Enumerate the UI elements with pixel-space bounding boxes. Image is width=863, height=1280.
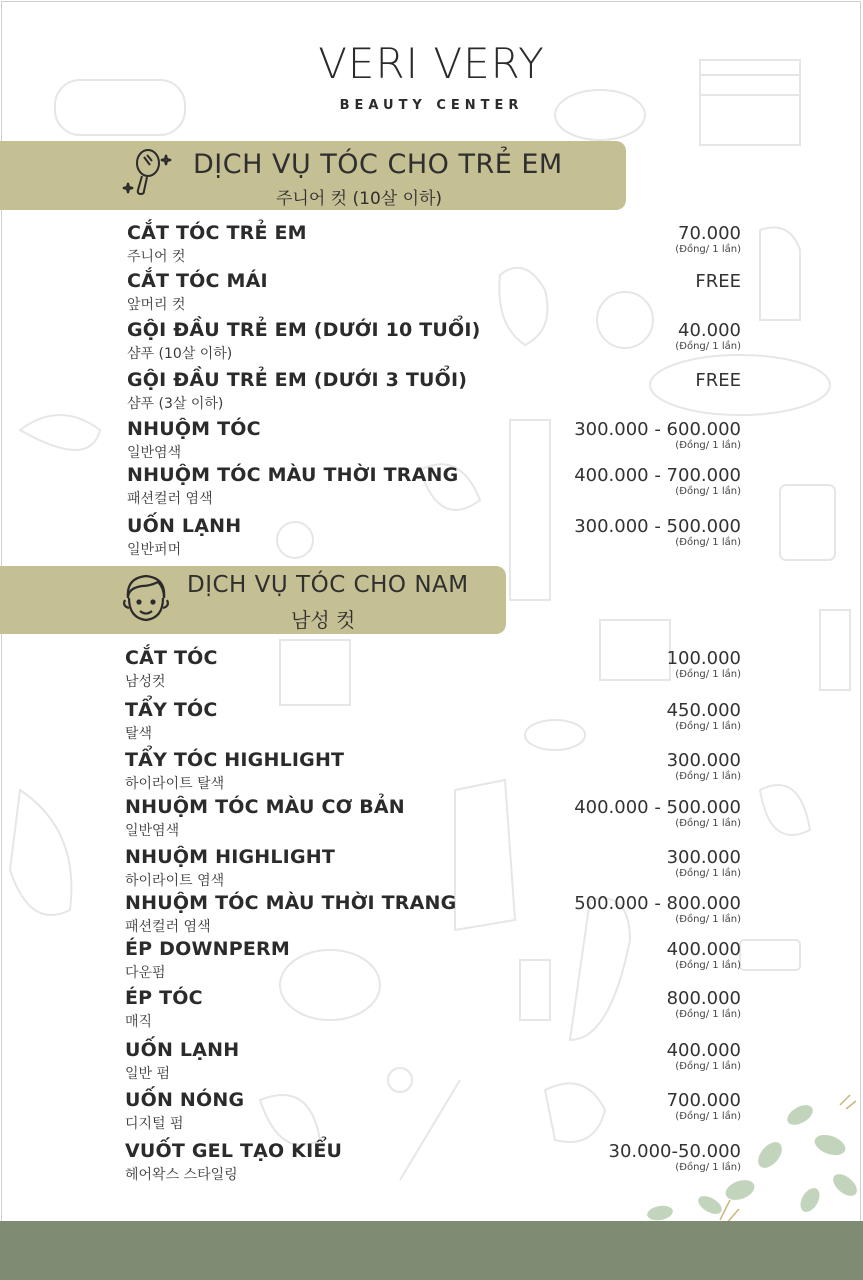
- service-korean-name: 일반퍼머: [127, 542, 182, 558]
- price-unit: (Đồng/ 1 lần): [675, 1061, 741, 1072]
- service-korean-name: 다운펌: [125, 965, 166, 981]
- service-name: VUỐT GEL TẠO KIỂU: [125, 1140, 343, 1162]
- price-unit: (Đồng/ 1 lần): [675, 341, 741, 352]
- price-unit: (Đồng/ 1 lần): [675, 486, 741, 497]
- service-korean-name: 샴푸 (10살 이하): [127, 346, 233, 362]
- service-korean-name: 주니어 컷: [127, 249, 186, 265]
- service-name: TẨY TÓC: [125, 699, 218, 721]
- price-unit: (Đồng/ 1 lần): [675, 868, 741, 879]
- service-price: FREE: [695, 271, 741, 292]
- price-unit: (Đồng/ 1 lần): [675, 771, 741, 782]
- service-name: NHUỘM TÓC: [127, 418, 261, 440]
- service-name: GỘI ĐẦU TRẺ EM (DƯỚI 10 TUỔI): [127, 319, 481, 341]
- service-name: GỘI ĐẦU TRẺ EM (DƯỚI 3 TUỔI): [127, 369, 468, 391]
- service-name: UỐN LẠNH: [125, 1039, 240, 1061]
- price-unit: (Đồng/ 1 lần): [675, 914, 741, 925]
- service-name: UỐN NÓNG: [125, 1089, 245, 1111]
- price-unit: (Đồng/ 1 lần): [675, 537, 741, 548]
- service-price: 450.000: [666, 700, 741, 721]
- service-korean-name: 헤어왁스 스타일링: [125, 1167, 238, 1183]
- service-price: 40.000: [678, 320, 741, 341]
- service-korean-name: 탈색: [125, 726, 153, 742]
- man-face-icon: [120, 572, 172, 628]
- service-name: NHUỘM HIGHLIGHT: [125, 846, 336, 868]
- service-korean-name: 일반 펌: [125, 1066, 171, 1082]
- service-korean-name: 일반염색: [125, 823, 180, 839]
- price-unit: (Đồng/ 1 lần): [675, 1111, 741, 1122]
- men-section-title: DỊCH VỤ TÓC CHO NAM: [187, 572, 469, 598]
- price-unit: (Đồng/ 1 lần): [675, 818, 741, 829]
- service-name: CẮT TÓC MÁI: [127, 270, 268, 292]
- service-name: NHUỘM TÓC MÀU CƠ BẢN: [125, 796, 405, 818]
- price-unit: (Đồng/ 1 lần): [675, 669, 741, 680]
- kids-section-subtitle: 주니어 컷 (10살 이하): [276, 189, 443, 209]
- brand-tagline: BEAUTY CENTER: [339, 98, 524, 113]
- service-korean-name: 패션컬러 염색: [125, 919, 211, 935]
- price-unit: (Đồng/ 1 lần): [675, 960, 741, 971]
- service-name: TẨY TÓC HIGHLIGHT: [125, 749, 345, 771]
- kids-section-title: DỊCH VỤ TÓC CHO TRẺ EM: [193, 149, 563, 180]
- service-price: 300.000: [666, 750, 741, 771]
- price-unit: (Đồng/ 1 lần): [675, 721, 741, 732]
- price-unit: (Đồng/ 1 lần): [675, 1009, 741, 1020]
- service-price: 100.000: [666, 648, 741, 669]
- service-korean-name: 남성컷: [125, 674, 166, 690]
- service-korean-name: 하이라이트 탈색: [125, 776, 225, 792]
- service-price: 30.000-50.000: [608, 1141, 741, 1162]
- hand-mirror-icon: [118, 145, 174, 201]
- brand-logo: VERI VERY: [318, 39, 545, 88]
- service-name: NHUỘM TÓC MÀU THỜI TRANG: [127, 464, 459, 486]
- service-price: 400.000 - 700.000: [574, 465, 741, 486]
- service-price: 400.000: [666, 1040, 741, 1061]
- footer-bar: [0, 1221, 863, 1280]
- service-price: 400.000: [666, 939, 741, 960]
- service-name: UỐN LẠNH: [127, 515, 242, 537]
- service-price: 400.000 - 500.000: [574, 797, 741, 818]
- service-price: 300.000: [666, 847, 741, 868]
- price-unit: (Đồng/ 1 lần): [675, 440, 741, 451]
- service-korean-name: 디지털 펌: [125, 1116, 184, 1132]
- service-price: 70.000: [678, 223, 741, 244]
- service-price: 300.000 - 500.000: [574, 516, 741, 537]
- service-korean-name: 일반염색: [127, 445, 182, 461]
- price-unit: (Đồng/ 1 lần): [675, 1162, 741, 1173]
- leaves-decoration: [620, 1075, 863, 1225]
- service-korean-name: 샴푸 (3살 이하): [127, 396, 224, 412]
- service-price: 500.000 - 800.000: [574, 893, 741, 914]
- service-price: 300.000 - 600.000: [574, 419, 741, 440]
- service-korean-name: 앞머리 컷: [127, 297, 186, 313]
- price-unit: (Đồng/ 1 lần): [675, 244, 741, 255]
- service-price: 700.000: [666, 1090, 741, 1111]
- service-korean-name: 매직: [125, 1014, 153, 1030]
- service-price: 800.000: [666, 988, 741, 1009]
- men-section-banner: [0, 566, 506, 634]
- service-korean-name: 패션컬러 염색: [127, 491, 213, 507]
- service-name: NHUỘM TÓC MÀU THỜI TRANG: [125, 892, 457, 914]
- service-price: FREE: [695, 370, 741, 391]
- service-name: ÉP DOWNPERM: [125, 938, 290, 960]
- service-name: CẮT TÓC TRẺ EM: [127, 222, 307, 244]
- service-name: ÉP TÓC: [125, 987, 203, 1009]
- service-name: CẮT TÓC: [125, 647, 218, 669]
- service-korean-name: 하이라이트 염색: [125, 873, 225, 889]
- men-section-subtitle: 남성 컷: [291, 608, 356, 632]
- kids-section-banner: [0, 141, 626, 210]
